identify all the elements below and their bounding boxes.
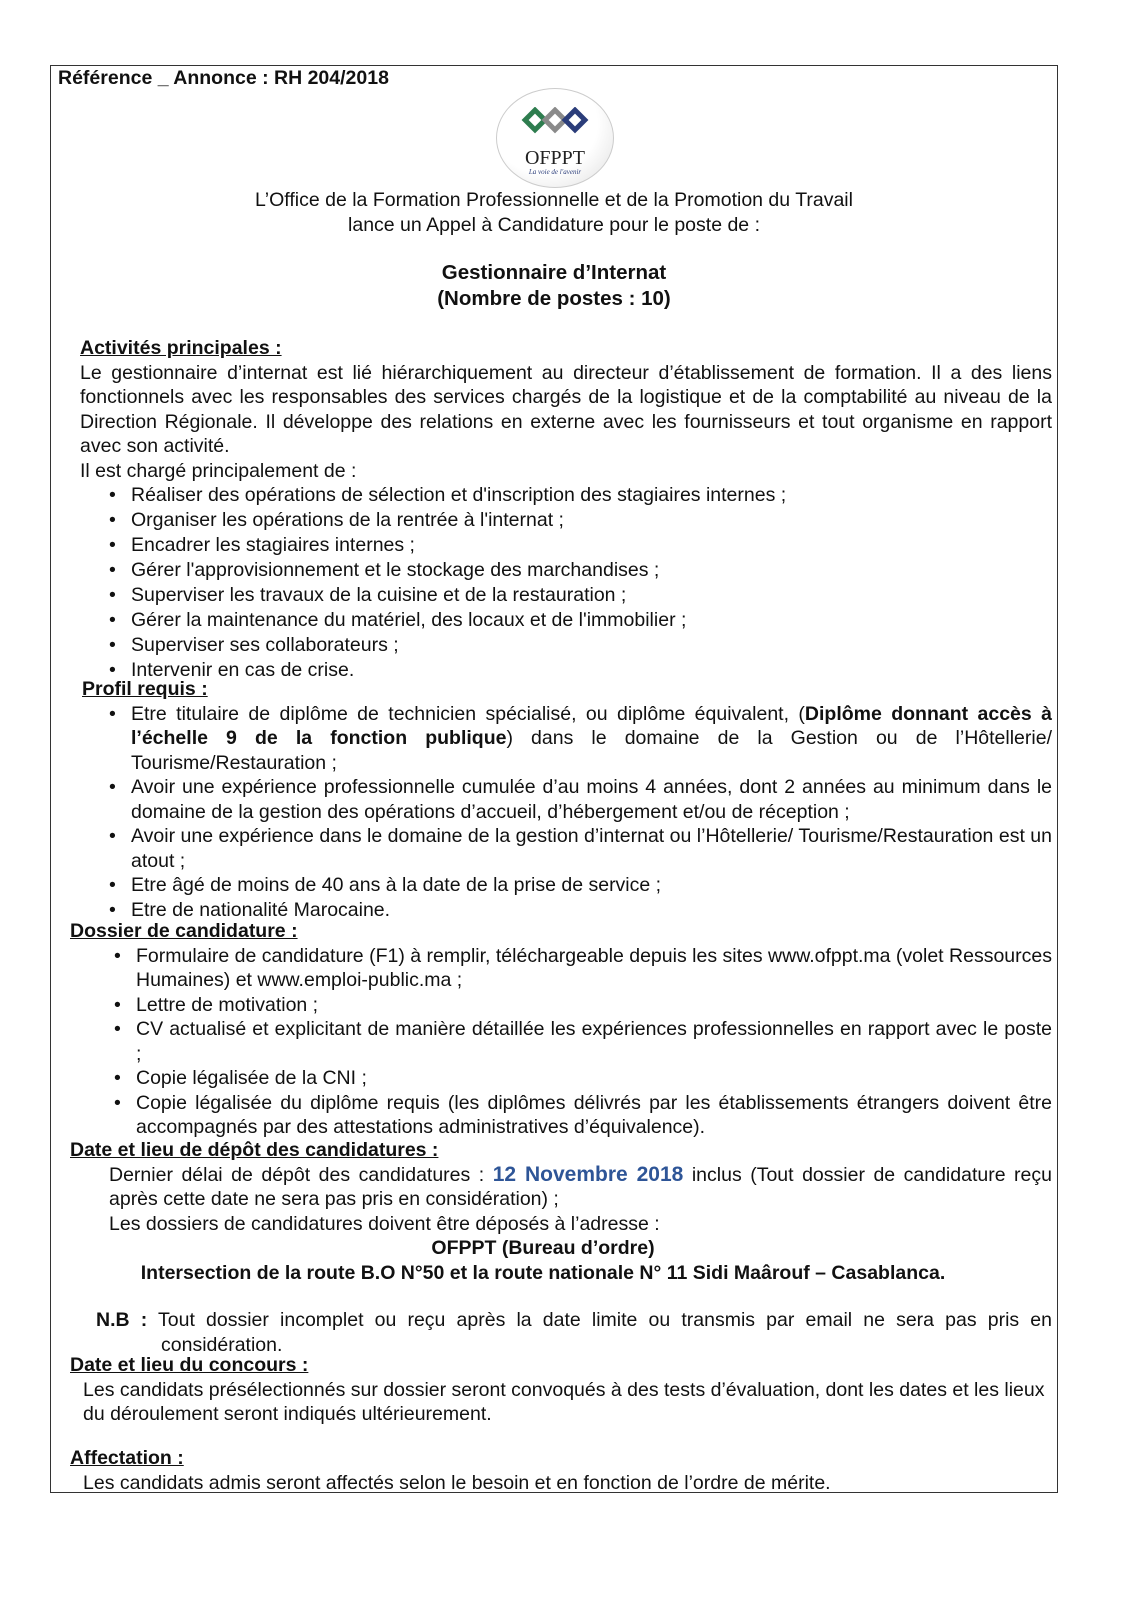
nb-label: N.B : — [96, 1309, 148, 1331]
section-concours — [70, 1353, 1052, 1427]
list-item: • Encadrer les stagiaires internes ; — [131, 533, 1052, 558]
list-item: • Avoir une expérience dans le domaine de la gestion d’internat ou l’Hôtellerie/ Tourisme/Restauration est un atout ; — [131, 824, 1052, 873]
section-heading: Date et lieu de dépôt des candidatures : — [70, 1139, 439, 1161]
section-heading: Date et lieu du concours : — [70, 1354, 309, 1376]
logo-diamonds-icon — [520, 107, 590, 137]
address-line: OFPPT (Bureau d’ordre) — [431, 1237, 655, 1259]
list-item: • Réaliser des opérations de sélection et d'inscription des stagiaires internes ; — [131, 483, 1052, 508]
nb-note — [96, 1308, 1052, 1357]
list-item: • CV actualisé et explicitant de manière détaillée les expériences professionnelles en rapport avec le poste ; — [136, 1017, 1052, 1066]
address-lead: Les dossiers de candidatures doivent être déposés à l’adresse : — [109, 1212, 660, 1235]
list-item: • Lettre de motivation ; — [136, 993, 1052, 1018]
section-heading: Dossier de candidature : — [70, 920, 298, 942]
section-depot — [70, 1138, 1052, 1357]
title-line: (Nombre de postes : 10) — [437, 287, 671, 310]
reference: Référence _ Annonce : RH 204/2018 — [58, 67, 389, 89]
paragraph: Les candidats présélectionnés sur dossier seront convoqués à des tests d’évaluation, dont les dates et les lieux du déroulement seront indiqués ultérieurement. — [83, 1378, 1045, 1425]
ofppt-logo — [496, 88, 614, 188]
list-item: • Gérer l'approvisionnement et le stockage des marchandises ; — [131, 558, 1052, 583]
list-item: • Intervenir en cas de crise. — [131, 658, 1052, 683]
title-line: Gestionnaire d’Internat — [441, 261, 667, 284]
list-item: • Superviser ses collaborateurs ; — [131, 633, 1052, 658]
lead: Il est chargé principalement de : — [80, 459, 357, 482]
deadline — [109, 1163, 1052, 1212]
text: Dernier délai de dépôt des candidatures : — [109, 1163, 493, 1186]
text: ) dans le domaine de la Gestion ou de l’Hôtellerie/ Tourisme/Restauration ; — [131, 727, 1052, 774]
section-affectation — [70, 1446, 1052, 1495]
list-item: • Organiser les opérations de la rentrée à l'internat ; — [131, 508, 1052, 533]
bold-text: Diplôme donnant accès à l’échelle 9 de la fonction publique — [131, 702, 1052, 749]
list-item: • Formulaire de candidature (F1) à remplir, téléchargeable depuis les sites www.ofppt.ma (volet Ressources Humaines) et www.emploi-public.ma ; — [136, 944, 1052, 993]
intro — [50, 188, 1058, 237]
intro-line: lance un Appel à Candidature pour le poste de : — [348, 213, 760, 236]
section-profil — [82, 677, 1052, 922]
logo-tagline: La voie de l'avenir — [528, 167, 582, 176]
list-item — [131, 702, 1052, 776]
text: Etre titulaire de diplôme de technicien spécialisé, ou diplôme équivalent, ( — [131, 702, 805, 725]
deadline-date: 12 Novembre 2018 — [492, 1162, 684, 1186]
list-item: • Etre de nationalité Marocaine. — [131, 898, 1052, 923]
list-item: • Copie légalisée de la CNI ; — [136, 1066, 1052, 1091]
text: inclus (Tout dossier de candidature reçu après cette date ne sera pas pris en considération) ; — [109, 1163, 1052, 1210]
list-item: • Gérer la maintenance du matériel, des locaux et de l'immobilier ; — [131, 608, 1052, 633]
section-heading: Affectation : — [70, 1447, 184, 1469]
list-item: • Etre âgé de moins de 40 ans à la date de la prise de service ; — [131, 873, 1052, 898]
address-line: Intersection de la route B.O N°50 et la route nationale N° 11 Sidi Maârouf – Casablanca. — [140, 1261, 946, 1284]
list-item: • Copie légalisée du diplôme requis (les diplômes délivrés par les établissements étrangers doivent être accompagnés par des attestations administratives d’équivalence). — [136, 1091, 1052, 1140]
text: Tout dossier incomplet ou reçu après la date limite ou transmis par email ne sera pas pris en considération. — [158, 1309, 1052, 1356]
job-title — [50, 260, 1058, 312]
list-item: • Avoir une expérience professionnelle cumulée d’au moins 4 années, dont 2 années au minimum dans le domaine de la gestion des opérations d’accueil, d’hébergement et/ou de réception ; — [131, 775, 1052, 824]
section-heading: Profil requis : — [82, 678, 208, 700]
list-item: • Superviser les travaux de la cuisine et de la restauration ; — [131, 583, 1052, 608]
paragraph: Le gestionnaire d’internat est lié hiérarchiquement au directeur d’établissement de formation. Il a des liens fonctionnels avec les responsables des services chargés de la logistique et de la comptabilité au niveau de la Direction Régionale. Il développe des relations en externe avec les fournisseurs et tout organisme en rapport avec son activité. — [80, 361, 1052, 457]
intro-line: L’Office de la Formation Professionnelle et de la Promotion du Travail — [255, 189, 853, 211]
section-dossier — [70, 919, 1052, 1140]
section-heading: Activités principales : — [80, 337, 282, 359]
section-activites — [80, 336, 1052, 683]
logo-name: OFPPT — [524, 146, 586, 169]
paragraph: Les candidats admis seront affectés selon le besoin et en fonction de l’ordre de mérite. — [83, 1471, 831, 1494]
